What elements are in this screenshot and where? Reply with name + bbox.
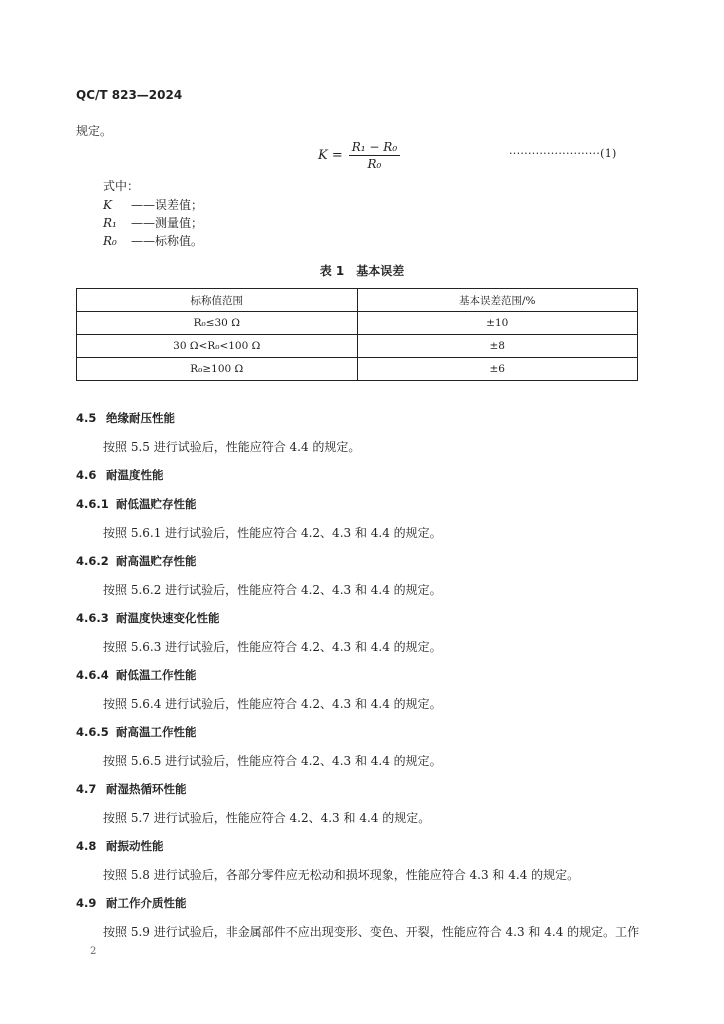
variable-symbol: K [103,198,112,212]
section-text: 按照 5.6.2 进行试验后，性能应符合 4.2、4.3 和 4.4 的规定。 [103,583,442,597]
section-title: 耐温度性能 [106,468,164,482]
table-header-row [77,289,638,312]
table-cell: R₀≤30 Ω [77,312,358,335]
section-heading [76,667,197,683]
section-heading [76,724,197,740]
variable-symbol: R₁ [103,216,117,230]
section-title: 耐高温贮存性能 [116,554,197,568]
section-number: 4.6.4 [76,668,109,682]
page-number: 2 [90,946,97,957]
section-number: 4.5 [76,411,97,425]
document-header: QC/T 823—2024 [76,88,183,102]
variable-r1 [103,214,203,231]
section-heading [76,781,187,797]
section-text: 按照 5.6.1 进行试验后，性能应符合 4.2、4.3 和 4.4 的规定。 [103,526,442,540]
table-cell: ±8 [357,335,638,358]
section-text: 按照 5.9 进行试验后，非金属部件不应出现变形、变色、开裂，性能应符合 4.3 和 4.4 的规定。工作 [103,925,640,939]
variable-desc: ——测量值； [131,216,204,230]
section-text: 按照 5.8 进行试验后，各部分零件应无松动和损坏现象，性能应符合 4.3 和 4.4 的规定。 [103,868,580,882]
section-number: 4.6.5 [76,725,109,739]
section-number: 4.8 [76,839,97,853]
formula-fraction [349,140,400,171]
section-number: 4.7 [76,782,97,796]
table-row [77,335,638,358]
section-heading [76,895,187,911]
table-cell: ±6 [357,358,638,381]
section-text: 按照 5.6.4 进行试验后，性能应符合 4.2、4.3 和 4.4 的规定。 [103,697,442,711]
formula-lhs: K = [318,148,343,163]
variable-symbol: R₀ [103,234,117,248]
table-row [77,312,638,335]
error-formula [318,140,400,171]
variable-desc: ——误差值； [131,198,204,212]
section-title: 耐高温工作性能 [116,725,197,739]
section-number: 4.6.1 [76,497,109,511]
table-row [77,358,638,381]
section-title: 耐工作介质性能 [106,896,187,910]
section-title: 绝缘耐压性能 [106,411,175,425]
formula-numerator: R₁ − R₀ [349,140,400,156]
formula-denominator: R₀ [367,157,382,171]
table-cell: ±10 [357,312,638,335]
section-title: 耐低温贮存性能 [116,497,197,511]
variable-desc: ——标称值。 [131,234,204,248]
table-header-cell: 基本误差范围/% [357,289,638,312]
where-label: 式中： [103,179,140,193]
section-title: 耐湿热循环性能 [106,782,187,796]
section-heading [76,610,220,626]
formula-number: ························(1) [509,147,617,160]
section-text: 按照 5.7 进行试验后，性能应符合 4.2、4.3 和 4.4 的规定。 [103,811,431,825]
variable-k [103,196,203,213]
section-title: 耐低温工作性能 [116,668,197,682]
table-header-cell: 标称值范围 [77,289,358,312]
section-text: 按照 5.6.5 进行试验后，性能应符合 4.2、4.3 和 4.4 的规定。 [103,754,442,768]
section-heading [76,553,197,569]
section-heading [76,496,197,512]
section-title: 耐振动性能 [106,839,164,853]
section-heading [76,467,164,483]
table-cell: R₀≥100 Ω [77,358,358,381]
section-number: 4.6.3 [76,611,109,625]
section-text: 按照 5.6.3 进行试验后，性能应符合 4.2、4.3 和 4.4 的规定。 [103,640,442,654]
basic-error-table [76,288,638,381]
variable-r0 [103,232,203,249]
section-heading [76,410,175,426]
intro-text: 规定。 [76,124,113,138]
section-title: 耐温度快速变化性能 [116,611,220,625]
section-text: 按照 5.5 进行试验后，性能应符合 4.4 的规定。 [103,440,361,454]
table-cell: 30 Ω<R₀<100 Ω [77,335,358,358]
section-number: 4.6.2 [76,554,109,568]
section-number: 4.9 [76,896,97,910]
section-number: 4.6 [76,468,97,482]
table-title: 表 1 基本误差 [319,264,405,278]
section-heading [76,838,164,854]
